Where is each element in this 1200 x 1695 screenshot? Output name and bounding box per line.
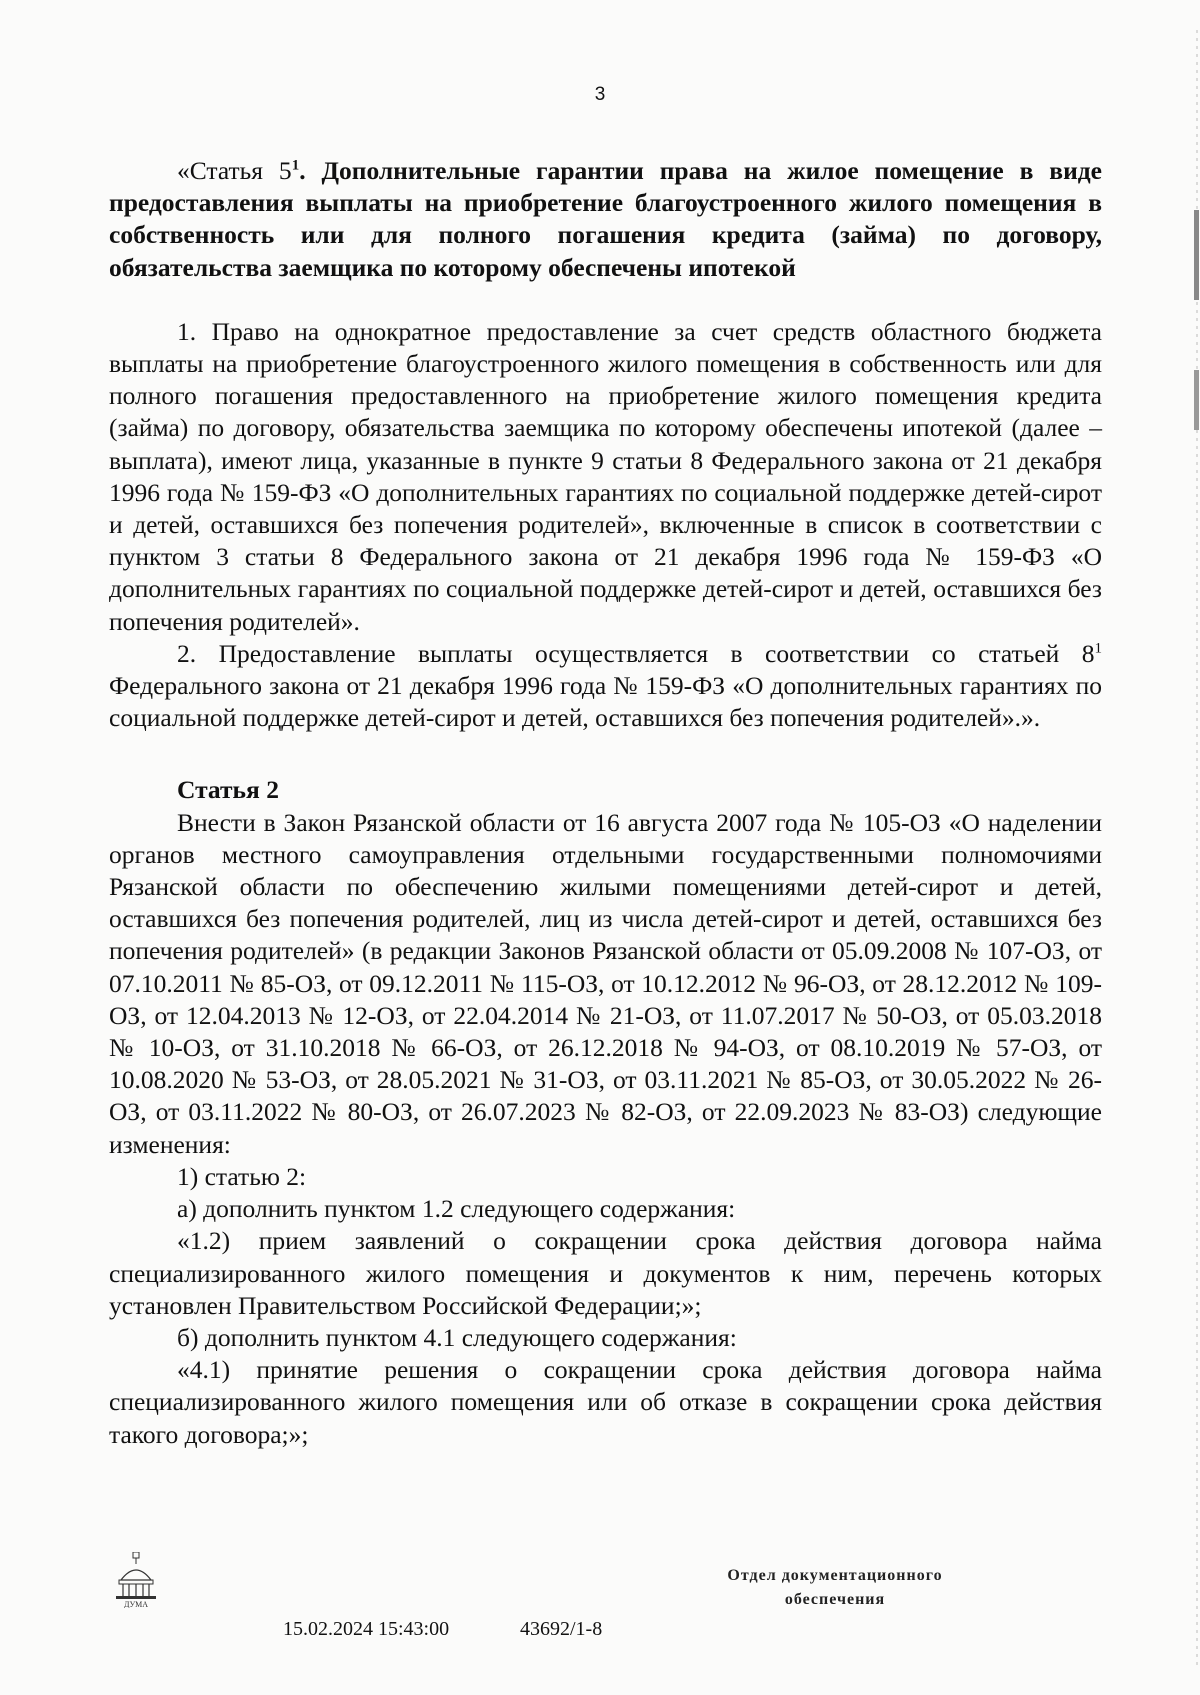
article-2-title: Статья 2	[177, 775, 279, 805]
footer-reg-number: 43692/1-8	[520, 1618, 603, 1640]
article-5-1-paragraph-1: 1. Право на однократное предоставление за счет средств областного бюджета выплаты на приобретение благоустроенного жилого помещения в собственность или для полного погашения предоставленного на приобретение жилого помещения кредита (займа) по договору, обязательства заемщика по которому обеспечены ипотекой (далее – выплата), имеют лица, указанные в пункте 9 статьи 8 Федерального закона от 21 декабря 1996 года № 159-ФЗ «О дополнительных гарантиях по социальной поддержке детей-сирот и детей, оставшихся без попечения родителей», включенные в список в соответствии с пунктом 3 статьи 8 Федерального закона от 21 декабря 1996 года № 159-ФЗ «О дополнительных гарантиях по социальной поддержке детей-сирот и детей, оставшихся без попечения родителей».	[109, 316, 1102, 636]
scan-edge-artifact	[1186, 30, 1200, 1670]
page-number: 3	[594, 84, 606, 105]
article-2-item-1: 1) статью 2:	[177, 1161, 307, 1191]
footer-datetime: 15.02.2024 15:43:00	[283, 1618, 450, 1640]
paragraph-2-superscript: 1	[1094, 640, 1102, 657]
article-2-item-a: а) дополнить пунктом 1.2 следующего содержания:	[177, 1194, 736, 1224]
article-2-item-b-text: «4.1) принятие решения о сокращении срока действия договора найма специализированного жилого помещения или об отказе в сокращении срока действия такого договора;»;	[109, 1355, 1102, 1449]
article-2-item-a-text: «1.2) прием заявлений о сокращении срока действия договора найма специализированного жилого помещения и документов к ним, перечень которых установлен Правительством Российской Федерации;»;	[109, 1226, 1102, 1320]
department-stamp	[690, 1564, 980, 1612]
page-footer	[0, 1548, 1200, 1668]
article-2-item-b: б) дополнить пунктом 4.1 следующего содержания:	[177, 1322, 737, 1352]
article-5-1-title: . Дополнительные гарантии права на жилое помещение в виде предоставления выплаты на приобретение благоустроенного жилого помещения в собственность или для полного погашения кредита (займа) по договору, обязательства заемщика по которому обеспечены ипотекой	[109, 156, 1102, 282]
article-5-1-superscript: 1	[291, 157, 300, 174]
paragraph-2-text-b: Федерального закона от 21 декабря 1996 года № 159-ФЗ «О дополнительных гарантиях по социальной поддержке детей-сирот и детей, оставшихся без попечения родителей».».	[109, 671, 1102, 733]
stamp-line-2: обеспечения	[784, 1591, 886, 1608]
document-body	[109, 155, 1102, 1451]
stamp-line-1: Отдел документационного	[727, 1567, 943, 1584]
article-5-1-paragraph-2	[109, 638, 1102, 735]
article-5-1-heading	[109, 155, 1102, 284]
paragraph-2-text-a: 2. Предоставление выплаты осуществляется в соответствии со статьей 8	[177, 638, 1095, 668]
logo-text: ДУМА	[123, 1600, 149, 1608]
article-2-intro: Внести в Закон Рязанской области от 16 августа 2007 года № 105-ОЗ «О наделении органов местного самоуправления отдельными государственными полномочиями Рязанской области по обеспечению жилыми помещениями детей-сирот и детей, оставшихся без попечения родителей, лиц из числа детей-сирот и детей, оставшихся без попечения родителей» (в редакции Законов Рязанской области от 05.09.2008 № 107-ОЗ, от 07.10.2011 № 85-ОЗ, от 09.12.2011 № 115-ОЗ, от 10.12.2012 № 96-ОЗ, от 28.12.2012 № 109-ОЗ, от 12.04.2013 № 12-ОЗ, от 22.04.2014 № 21-ОЗ, от 11.07.2017 № 50-ОЗ, от 05.03.2018 № 10-ОЗ, от 31.10.2018 № 66-ОЗ, от 26.12.2018 № 94-ОЗ, от 08.10.2019 № 57-ОЗ, от 10.08.2020 № 53-ОЗ, от 28.05.2021 № 31-ОЗ, от 03.11.2021 № 85-ОЗ, от 30.05.2022 № 26-ОЗ, от 03.11.2022 № 80-ОЗ, от 26.07.2023 № 82-ОЗ, от 22.09.2023 № 83-ОЗ) следующие изменения:	[109, 807, 1102, 1159]
duma-logo-icon	[113, 1552, 159, 1608]
article-5-1-lead: «Статья 5	[177, 156, 292, 185]
